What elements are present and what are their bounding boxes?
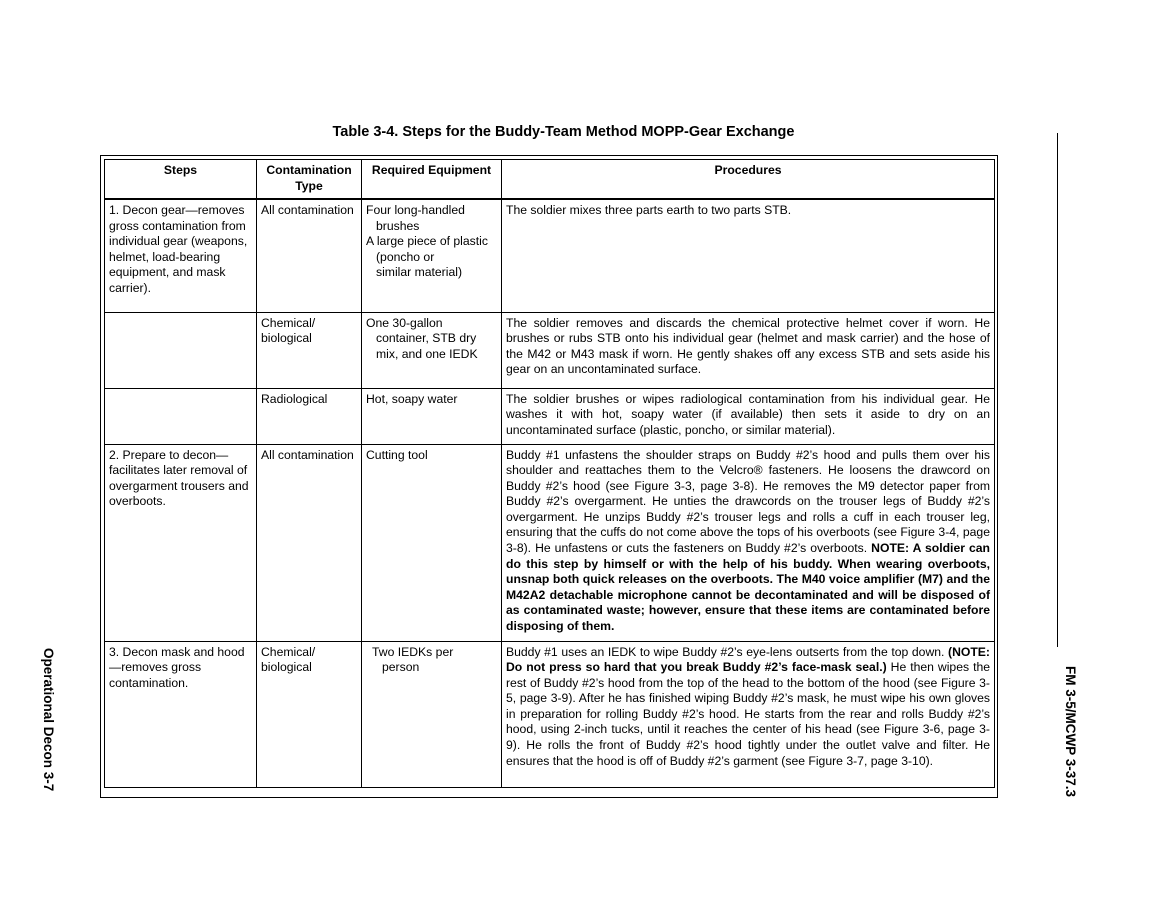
page-footer-right xyxy=(1058,666,1078,826)
type-cell: All contamination xyxy=(257,199,362,312)
step-cell xyxy=(105,312,257,388)
step-cell xyxy=(105,388,257,444)
procedure-text: He then wipes the rest of Buddy #2’s hood from the top of the head to the bottom of the hood (see Figure 3-5, page 3-9). After he has finished wiping Buddy #2’s mask, he must wipe his own gloves in preparation for rolling Buddy #2’s hood. He starts from the rear and rolls Buddy #2’s hood, using 2-inch tucks, until it reaches the center of his head (see Figure 3-6, page 3-9). He rolls the front of Buddy #2’s hood tightly under the outlet valve and filter. He ensures that the hood is off of Buddy #2’s garment (see Figure 3-7, page 3-10). xyxy=(506,660,991,768)
header-equipment: Required Equipment xyxy=(362,160,502,200)
margin-rule xyxy=(1057,133,1058,647)
step-cell: 3. Decon mask and hood—removes gross contamination. xyxy=(105,641,257,787)
step-cell: 2. Prepare to decon—facilitates later removal of overgarment trousers and overboots. xyxy=(105,444,257,641)
equipment-line: person xyxy=(382,660,420,675)
equipment-cell xyxy=(362,388,502,444)
header-row xyxy=(105,160,995,200)
table-row xyxy=(105,312,995,388)
table-row xyxy=(105,444,995,641)
table-title: Table 3-4. Steps for the Buddy-Team Method MOPP-Gear Exchange xyxy=(332,124,795,140)
type-cell: Chemical/ biological xyxy=(257,312,362,388)
equipment-line: (poncho or xyxy=(376,249,435,264)
table-row xyxy=(105,388,995,444)
manual-number-label: FM 3-5/MCWP 3-37.3 xyxy=(1063,666,1078,798)
equipment-line: One 30-gallon xyxy=(366,315,443,330)
equipment-cell xyxy=(362,444,502,641)
equipment-cell xyxy=(362,199,502,312)
procedure-cell: The soldier removes and discards the chemical protective helmet cover if worn. He brushes or rubs STB onto his individual gear (helmet and mask carrier) and the hose of the M42 or M43 mask if worn. He gently shakes off any excess STB and sets aside his gear on an uncontaminated surface. xyxy=(502,312,995,388)
procedure-cell: The soldier mixes three parts earth to two parts STB. xyxy=(502,199,995,312)
procedure-text: Buddy #1 unfastens the shoulder straps on Buddy #2’s hood and pulls them over his shoulder and reattaches them to the Velcro® fasteners. He loosens the drawcord on Buddy #2’s hood (see Figure 3-3, page 3-8). He removes the M9 detector paper from Buddy #2’s overgarment. He unties the drawcords on the trouser legs of Buddy #2’s overgarment. He unzips Buddy #2’s trouser legs and rolls a cuff in each trouser leg, ensuring that the cuffs do not come above the tops of his overboots (see Figure 3-4, page 3-8). He unfastens or cuts the fasteners on Buddy #2’s overboots. xyxy=(506,447,990,556)
equipment-line: container, STB dry xyxy=(376,331,477,346)
type-cell: Radiological xyxy=(257,388,362,444)
procedure-text: Buddy #1 uses an IEDK to wipe Buddy #2’s eye-lens outserts from the top down. xyxy=(506,644,945,659)
header-procedures: Procedures xyxy=(502,160,995,200)
equipment-line: Two IEDKs per xyxy=(372,644,454,659)
procedure-cell xyxy=(502,444,995,641)
equipment-line: A large piece of plastic xyxy=(366,234,488,249)
mopp-table xyxy=(104,159,995,788)
procedure-cell xyxy=(502,641,995,787)
procedure-cell: The soldier brushes or wipes radiological contamination from his individual gear. He washes it with hot, soapy water (if available) then sets it aside to dry on an uncontaminated surface (plastic, poncho, or similar material). xyxy=(502,388,995,444)
step-cell: 1. Decon gear—removes gross contamination from individual gear (weapons, helmet, load-bearing equipment, and mask carrier). xyxy=(105,199,257,312)
equipment-line: similar material) xyxy=(376,265,462,280)
table-row xyxy=(105,199,995,312)
header-steps: Steps xyxy=(105,160,257,200)
equipment-line: Four long-handled xyxy=(366,203,465,217)
procedure-note: (NOTE: Do not press so hard that you break Buddy #2’s face-mask seal.) xyxy=(506,644,990,675)
equipment-line: Cutting tool xyxy=(366,447,428,462)
equipment-cell xyxy=(362,312,502,388)
header-contamination: Contamination Type xyxy=(257,160,362,200)
page-footer-left xyxy=(36,648,56,798)
table-row xyxy=(105,641,995,787)
type-cell: All contamination xyxy=(257,444,362,641)
type-cell: Chemical/ biological xyxy=(257,641,362,787)
equipment-line: brushes xyxy=(376,218,420,233)
procedure-note: NOTE: A soldier can do this step by himself or with the help of his buddy. When wearing overboots, unsnap both quick releases on the overboots. The M40 voice amplifier (M7) and the M42A2 detachable microphone cannot be decontaminated and will be disposed of as contaminated waste; however, ensure that these items are contaminated before disposing of them. xyxy=(506,541,990,634)
equipment-line: Hot, soapy water xyxy=(366,391,458,406)
equipment-cell xyxy=(362,641,502,787)
equipment-line: mix, and one IEDK xyxy=(376,346,478,361)
section-page-label: Operational Decon 3-7 xyxy=(41,648,56,792)
